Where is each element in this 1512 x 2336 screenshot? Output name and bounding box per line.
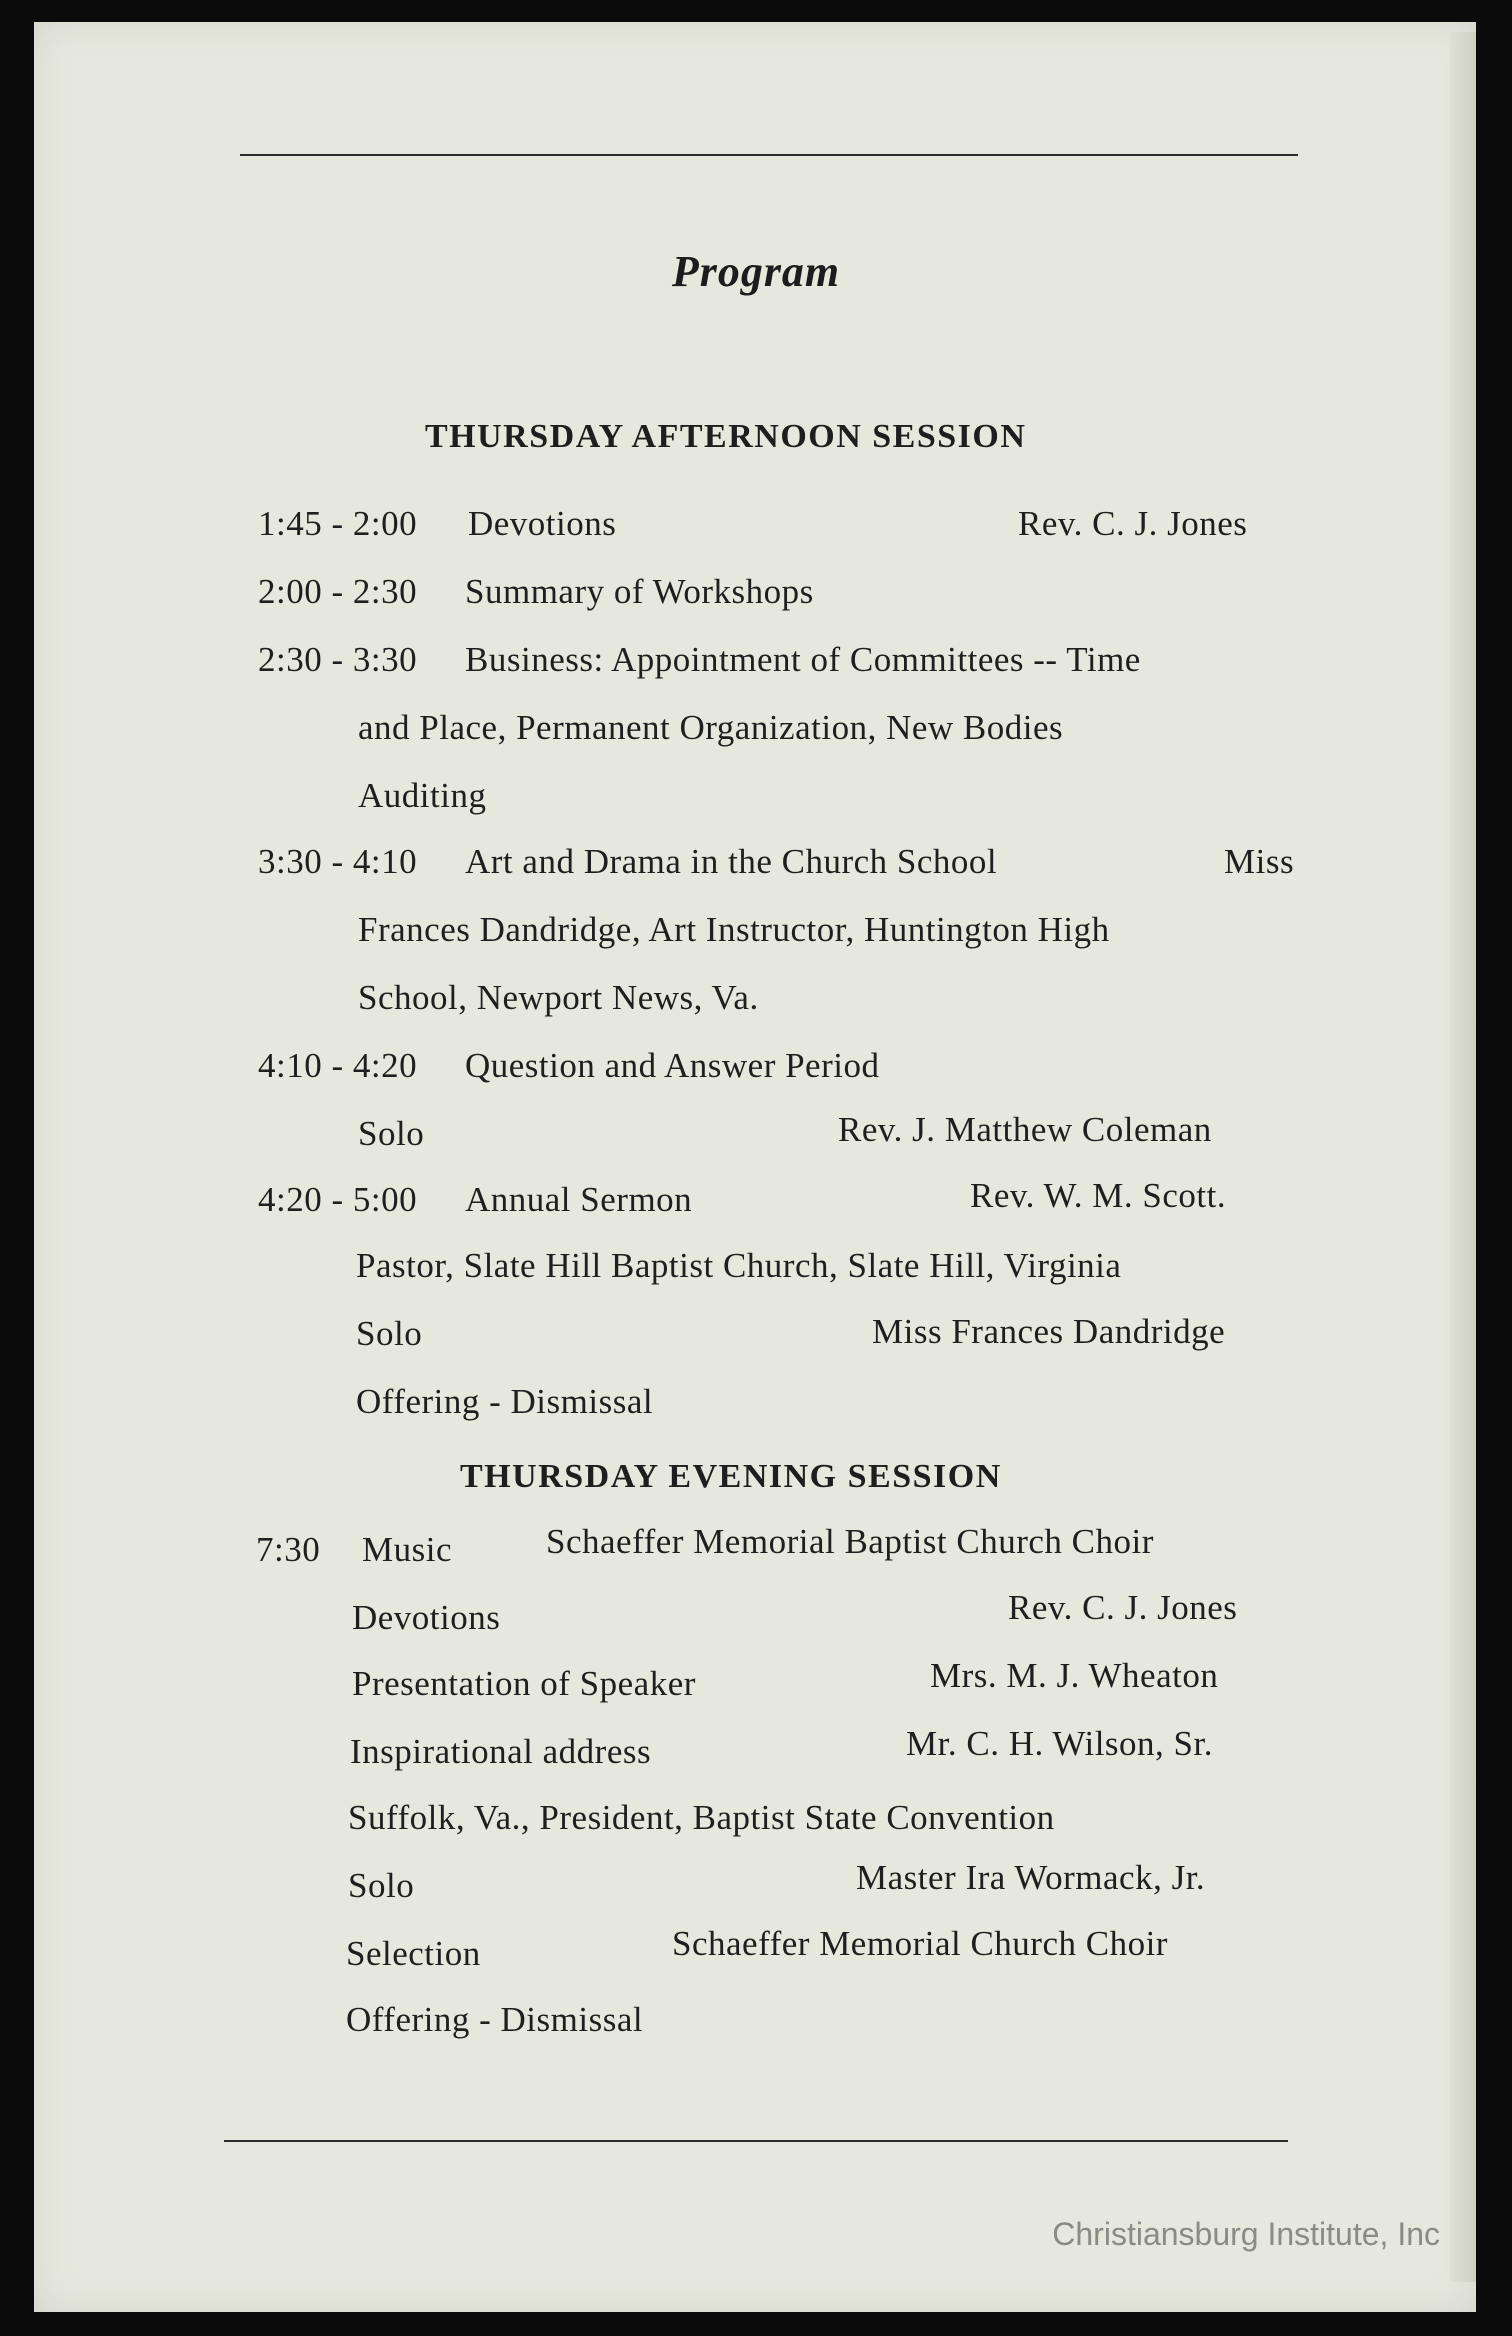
row-item: Summary of Workshops xyxy=(465,572,814,611)
row-item: Art and Drama in the Church School xyxy=(465,842,998,881)
top-rule xyxy=(240,154,1298,156)
row-item: Question and Answer Period xyxy=(465,1046,880,1085)
paper-edge xyxy=(1450,32,1476,2282)
row-person: Miss xyxy=(1224,842,1295,881)
row-text: and Place, Permanent Organization, New Bodies xyxy=(358,708,1064,747)
page-title: Program xyxy=(671,247,841,296)
row-item: Devotions xyxy=(468,504,617,543)
row-time: 2:00 - 2:30 xyxy=(258,572,418,611)
row-time: 3:30 - 4:10 xyxy=(258,842,418,881)
row-person: Rev. J. Matthew Coleman xyxy=(838,1110,1212,1149)
row-person: Schaeffer Memorial Church Choir xyxy=(672,1924,1168,1963)
row-text: Frances Dandridge, Art Instructor, Huntington High xyxy=(358,910,1110,949)
row-item: Music xyxy=(362,1530,452,1569)
row-person: Mr. C. H. Wilson, Sr. xyxy=(906,1724,1213,1763)
section-heading-afternoon: THURSDAY AFTERNOON SESSION xyxy=(425,418,1027,455)
section-heading-evening: THURSDAY EVENING SESSION xyxy=(460,1458,1002,1495)
row-person: Mrs. M. J. Wheaton xyxy=(930,1656,1219,1695)
row-text: Auditing xyxy=(358,776,487,815)
row-time: 1:45 - 2:00 xyxy=(258,504,418,543)
row-person: Master Ira Wormack, Jr. xyxy=(856,1858,1206,1897)
row-text: Solo xyxy=(348,1866,415,1905)
row-person: Schaeffer Memorial Baptist Church Choir xyxy=(546,1522,1154,1561)
row-item: Business: Appointment of Committees -- Time xyxy=(465,640,1141,679)
row-text: Selection xyxy=(346,1934,481,1973)
row-text: School, Newport News, Va. xyxy=(358,978,759,1017)
row-time: 4:20 - 5:00 xyxy=(258,1180,418,1219)
row-text: Suffolk, Va., President, Baptist State Convention xyxy=(348,1798,1055,1837)
row-person: Miss Frances Dandridge xyxy=(872,1312,1226,1351)
row-text: Presentation of Speaker xyxy=(352,1664,696,1703)
row-text: Inspirational address xyxy=(350,1732,652,1771)
row-text: Pastor, Slate Hill Baptist Church, Slate Hill, Virginia xyxy=(356,1246,1122,1285)
program-page xyxy=(34,22,1476,2312)
row-text: Solo xyxy=(358,1114,425,1153)
row-time: 4:10 - 4:20 xyxy=(258,1046,418,1085)
row-item: Annual Sermon xyxy=(465,1180,693,1219)
row-person: Rev. C. J. Jones xyxy=(1008,1588,1238,1627)
row-text: Devotions xyxy=(352,1598,501,1637)
watermark: Christiansburg Institute, Inc xyxy=(1052,2216,1440,2252)
row-time: 7:30 xyxy=(256,1530,321,1569)
bottom-rule xyxy=(224,2140,1288,2142)
row-text: Solo xyxy=(356,1314,423,1353)
row-time: 2:30 - 3:30 xyxy=(258,640,418,679)
row-person: Rev. W. M. Scott. xyxy=(970,1176,1227,1215)
row-person: Rev. C. J. Jones xyxy=(1018,504,1248,543)
row-text: Offering - Dismissal xyxy=(356,1382,654,1421)
row-text: Offering - Dismissal xyxy=(346,2000,644,2039)
